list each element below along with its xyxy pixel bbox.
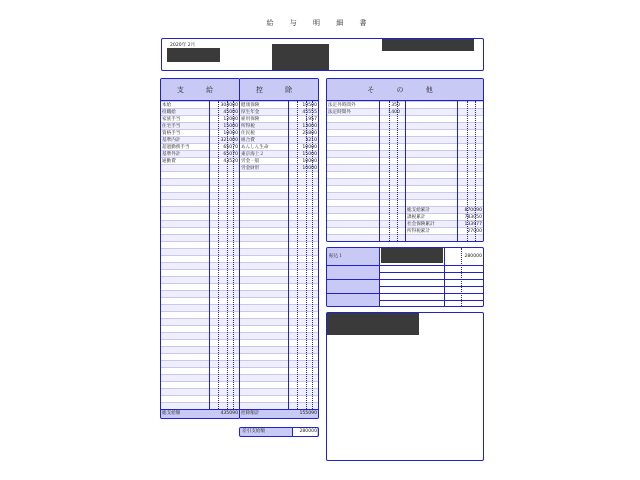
remarks-box bbox=[326, 312, 484, 461]
sonota-item-label: 法定時間外 bbox=[328, 110, 351, 115]
shikyu-total-value: 435090 bbox=[220, 411, 238, 416]
shikyu-item-value: 43520 bbox=[223, 159, 238, 164]
kojo-item-label: 雇用保険 bbox=[241, 117, 260, 122]
shikyu-header: 支 給 bbox=[161, 79, 239, 101]
shikyu-item-value: 10000 bbox=[223, 131, 238, 136]
kojo-total-label: 控除額計 bbox=[241, 411, 260, 416]
kojo-item-value: 10000 bbox=[302, 145, 317, 150]
sonota-item-label: 社会保険累計 bbox=[407, 222, 435, 227]
kojo-item-value: 15000 bbox=[302, 152, 317, 157]
sonota-item-label: 総支給累計 bbox=[407, 208, 430, 213]
sonota-item-label: 課税累計 bbox=[407, 215, 426, 220]
kojo-item-value: 19500 bbox=[302, 103, 317, 108]
shikyu-item-label: 役職給 bbox=[162, 110, 176, 115]
kojo-item-value: 10000 bbox=[302, 159, 317, 164]
furikomi-label: 振込１ bbox=[329, 254, 343, 259]
net-pay-label: 差引支給額 bbox=[242, 429, 265, 434]
kojo-header: 控 除 bbox=[240, 79, 318, 101]
net-pay-box bbox=[239, 427, 319, 437]
shikyu-item-label: 基準外計 bbox=[162, 152, 181, 157]
employee-info-box bbox=[161, 38, 484, 71]
kojo-rows bbox=[240, 101, 318, 409]
shikyu-item-label: 本給 bbox=[162, 103, 172, 108]
sonota-rows bbox=[327, 101, 483, 241]
sonota-item-label: 法定外時間外 bbox=[328, 103, 356, 108]
shikyu-item-label: 資格手当 bbox=[162, 131, 181, 136]
sonota-item-value: 1400 bbox=[388, 110, 400, 115]
redacted-bank-account bbox=[381, 248, 443, 263]
kojo-total-value: 155090 bbox=[299, 411, 317, 416]
shikyu-item-label: 家族手当 bbox=[162, 117, 181, 122]
shikyu-total-label: 総支給額 bbox=[162, 411, 181, 416]
shikyu-item-label: 超過勤務手当 bbox=[162, 145, 190, 150]
shikyu-item-value: 12000 bbox=[223, 117, 238, 122]
kojo-item-label: 健康保険 bbox=[241, 103, 260, 108]
shikyu-item-value: 304000 bbox=[220, 103, 238, 108]
net-pay-value: 280000 bbox=[293, 428, 317, 436]
sonota-item-value: 783050 bbox=[464, 215, 482, 220]
kojo-item-value: 13000 bbox=[302, 124, 317, 129]
sonota-panel bbox=[326, 78, 484, 242]
kojo-item-label: 労金財形 bbox=[241, 166, 260, 171]
redacted-employee-name bbox=[272, 44, 329, 70]
kojo-item-label: 住民税 bbox=[241, 131, 255, 136]
sonota-item-value: 27000 bbox=[467, 229, 482, 234]
kojo-item-value: 1957 bbox=[305, 117, 317, 122]
shikyu-item-value: 65070 bbox=[223, 152, 238, 157]
shikyu-item-value: 45000 bbox=[223, 110, 238, 115]
furikomi-box bbox=[326, 247, 484, 307]
shikyu-item-value: 15000 bbox=[223, 124, 238, 129]
kojo-item-value: 25800 bbox=[302, 131, 317, 136]
kojo-item-label: あんしん生命 bbox=[241, 145, 269, 150]
kojo-item-label: 労金一般 bbox=[241, 159, 260, 164]
sonota-item-value: 350 bbox=[391, 103, 400, 108]
document-title: 給 与 明 細 書 bbox=[266, 19, 374, 27]
kojo-item-value: 10000 bbox=[302, 166, 317, 171]
kojo-item-value: 45555 bbox=[302, 110, 317, 115]
kojo-item-value: 3210 bbox=[305, 138, 317, 143]
sonota-item-value: 870090 bbox=[464, 208, 482, 213]
shikyu-item-label: 住宅手当 bbox=[162, 124, 181, 129]
shikyu-rows bbox=[161, 101, 239, 409]
sonota-header: そ の 他 bbox=[327, 79, 483, 101]
kojo-item-label: 東京海上２ bbox=[241, 152, 264, 157]
redacted-company bbox=[167, 48, 220, 62]
redacted-employee-id bbox=[382, 39, 474, 51]
kojo-panel bbox=[239, 78, 319, 419]
shikyu-item-value: 65070 bbox=[223, 145, 238, 150]
kojo-item-label: 組合費 bbox=[241, 138, 255, 143]
kojo-item-label: 所得税 bbox=[241, 124, 255, 129]
shikyu-item-label: 通勤費 bbox=[162, 159, 176, 164]
kojo-item-label: 厚生年金 bbox=[241, 110, 260, 115]
shikyu-total-row bbox=[161, 409, 239, 418]
redacted-remarks bbox=[327, 313, 419, 335]
furikomi-value: 280000 bbox=[464, 254, 482, 259]
shikyu-panel bbox=[160, 78, 240, 419]
sonota-item-value: 133977 bbox=[464, 222, 482, 227]
kojo-total-row bbox=[240, 409, 318, 418]
shikyu-item-value: 321000 bbox=[220, 138, 238, 143]
pay-period: 2020年 2月 bbox=[170, 43, 196, 48]
shikyu-item-label: 基準内計 bbox=[162, 138, 181, 143]
sonota-item-label: 所得税累計 bbox=[407, 229, 430, 234]
